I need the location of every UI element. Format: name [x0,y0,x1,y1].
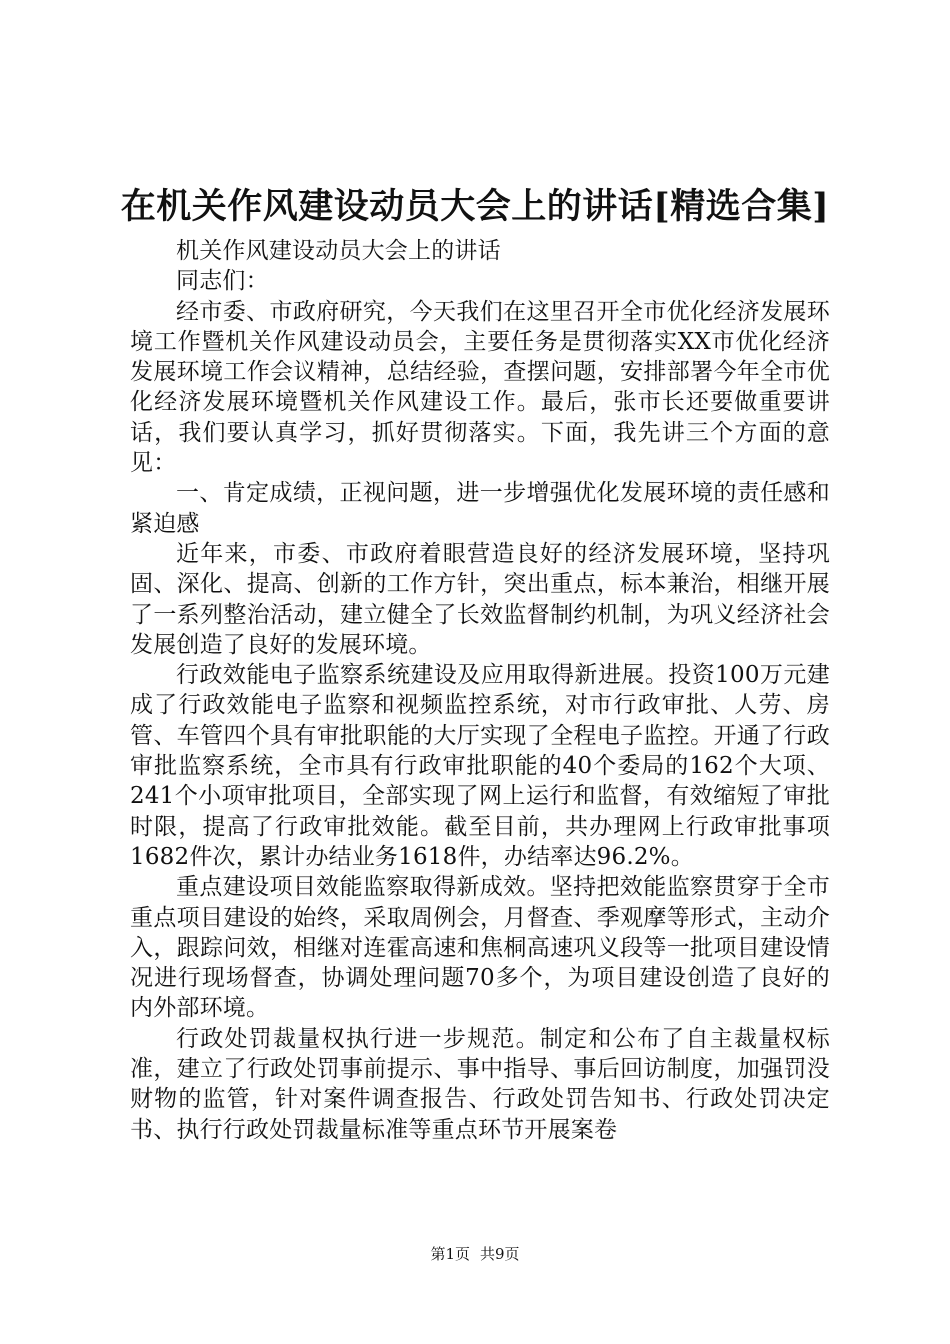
paragraph: 行政处罚裁量权执行进一步规范。制定和公布了自主裁量权标准，建立了行政处罚事前提示、事中指导、事后回访制度，加强罚没财物的监管，针对案件调查报告、行政处罚告知书、行政处罚决定书、执行行政处罚裁量标准等重点环节开展案卷 [130,1025,830,1143]
paragraph: 近年来，市委、市政府着眼营造良好的经济发展环境，坚持巩固、深化、提高、创新的工作方针，突出重点，标本兼治，相继开展了一系列整治活动，建立健全了长效监督制约机制，为巩义经济社会发展创造了良好的发展环境。 [130,540,830,658]
page-number: 第1页 [430,1245,470,1263]
paragraph-subtitle: 机关作风建设动员大会上的讲话 [176,238,501,264]
page-footer [0,1244,950,1264]
paragraph-salutation: 同志们： [176,268,269,295]
section-heading: 一、肯定成绩，正视问题，进一步增强优化发展环境的责任感和紧迫感 [130,480,830,537]
page-total: 共9页 [480,1245,520,1263]
paragraph: 重点建设项目效能监察取得新成效。坚持把效能监察贯穿于全市重点项目建设的始终，采取周例会，月督查、季观摩等形式，主动介入，跟踪问效，相继对连霍高速和焦桐高速巩义段等一批项目建设情况进行现场督查，协调处理问题70多个，为项目建设创造了良好的内外部环境。 [130,874,830,1022]
paragraph: 经市委、市政府研究，今天我们在这里召开全市优化经济发展环境工作暨机关作风建设动员会，主要任务是贯彻落实XX市优化经济发展环境工作会议精神，总结经验，查摆问题，安排部署今年全市优化经济发展环境暨机关作风建设工作。最后，张市长还要做重要讲话，我们要认真学习，抓好贯彻落实。下面，我先讲三个方面的意见： [130,298,830,477]
paragraph: 行政效能电子监察系统建设及应用取得新进展。投资100万元建成了行政效能电子监察和视频监控系统，对市行政审批、人劳、房管、车管四个具有审批职能的大厅实现了全程电子监控。开通了行政审批监察系统，全市具有行政审批职能的40个委局的162个大项、241个小项审批项目，全部实现了网上运行和监督，有效缩短了审批时限，提高了行政审批效能。截至目前，共办理网上行政审批事项1682件次，累计办结业务1618件，办结率达96.2%。 [130,662,830,870]
document-title: 在机关作风建设动员大会上的讲话[精选合集] [120,186,830,227]
document-body [130,236,830,1145]
